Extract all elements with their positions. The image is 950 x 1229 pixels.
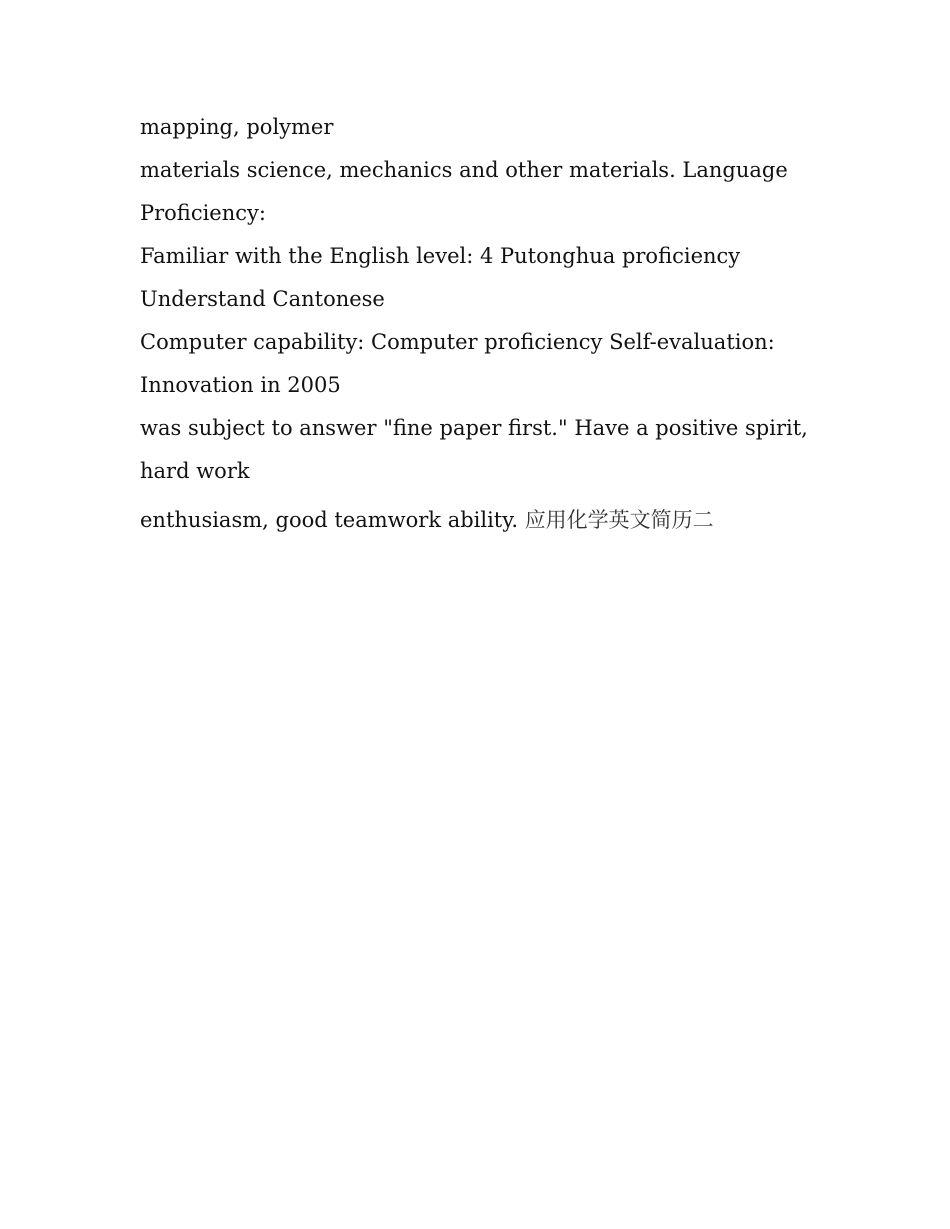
text-line-last-cjk: 应用化学英文简历二 bbox=[524, 508, 714, 532]
text-line: mapping, polymer bbox=[140, 115, 334, 139]
text-line: Familiar with the English level: 4 Putonghua proficiency bbox=[140, 244, 741, 268]
text-line-last-latin: enthusiasm, good teamwork ability. bbox=[140, 508, 525, 532]
text-line: Understand Cantonese bbox=[140, 287, 385, 311]
text-line: Computer capability: Computer proficiency Self-evaluation: bbox=[140, 330, 775, 354]
text-line: Innovation in 2005 bbox=[140, 373, 341, 397]
text-line: Proficiency: bbox=[140, 201, 266, 225]
resume-text-block bbox=[140, 106, 840, 542]
text-line-last bbox=[140, 499, 840, 542]
text-line: materials science, mechanics and other materials. Language bbox=[140, 158, 788, 182]
text-line: hard work bbox=[140, 459, 250, 483]
text-line: was subject to answer "fine paper first." Have a positive spirit, bbox=[140, 416, 808, 440]
